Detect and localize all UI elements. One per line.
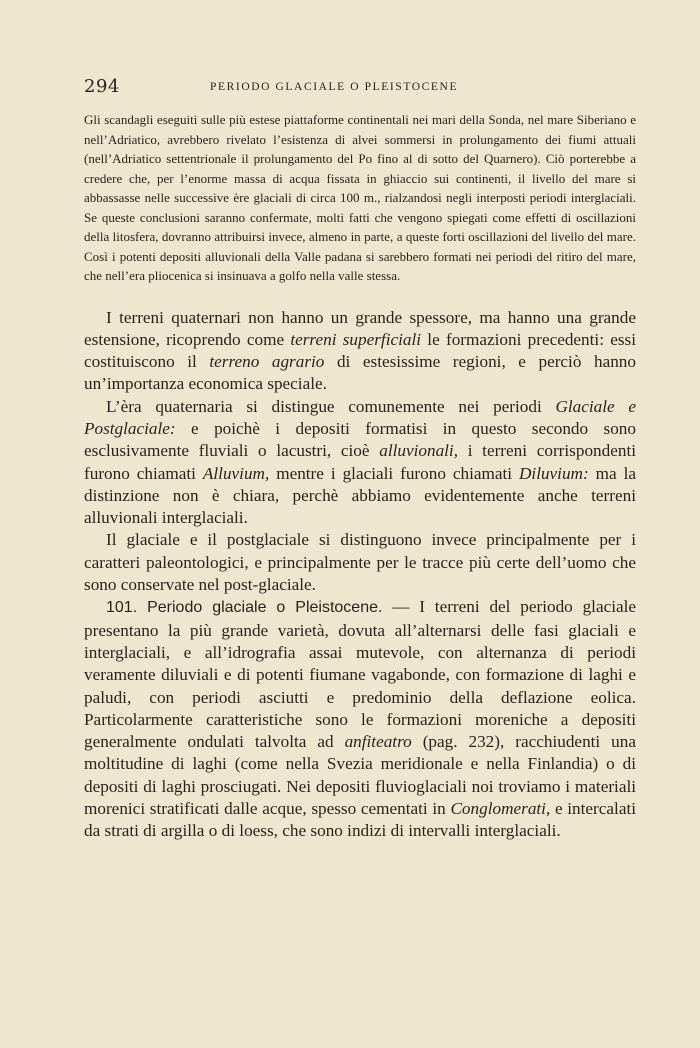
text-run: di estesissime regioni, e perciò hanno un’importanza economica speciale. — [84, 352, 636, 394]
text-run: L’èra quaternaria si distingue comunemente nei periodi — [106, 396, 556, 416]
text-run: — I terreni del periodo glaciale presentano la più grande varietà, dovuta all’alternarsi delle fasi glaciali e interglaciali, e all’idrografia assai mutevole, con alternanza di periodi veramente diluviali e di potenti fiumane vagabonde, con formazione di laghi e paludi, con periodi asciutti e predominio della deflazione eolica. Particolarmente caratteristiche sono le formazioni moreniche a depositi generalmente ondulati talvolta ad — [84, 597, 637, 752]
text-run: i terreni corrispondenti furono chiamati — [84, 441, 637, 483]
book-page — [84, 76, 636, 843]
paragraph-quaternary-soils — [84, 307, 636, 396]
paragraph-quaternary-era — [84, 396, 636, 530]
italic-term: Glaciale e Postglaciale: — [84, 396, 637, 438]
italic-term: anfiteatro — [344, 732, 412, 752]
section-101 — [84, 596, 636, 842]
text-run: e intercalati da strati di argilla o di loess, che sono indizi di intervalli interglaciali. — [84, 799, 636, 841]
text-run: mentre i glaciali furono chiamati — [269, 463, 519, 483]
italic-term: Alluvium, — [202, 463, 270, 483]
section-heading: 101. Periodo glaciale o Pleistocene. — [106, 599, 383, 617]
page-header — [84, 76, 636, 100]
italic-term: terreni superficiali — [290, 329, 422, 349]
paragraph-glacial-postglacial: Il glaciale e il postglaciale si distinguono invece principalmente per i caratteri paleontologici, e principalmente per le tracce più certe dell’uomo che sono conservate nel post-glaciale. — [84, 530, 636, 595]
text-run: e poichè i depositi formatisi in questo secondo sono esclusivamente fluviali o lacustri, cioè — [84, 418, 636, 461]
running-head: PERIODO GLACIALE O PLEISTOCENE — [210, 81, 459, 93]
italic-term: Diluvium: — [519, 463, 589, 483]
italic-term: terreno agrario — [209, 352, 325, 372]
italic-term: Conglomerati, — [450, 799, 551, 819]
page-number: 294 — [84, 76, 120, 97]
main-text — [84, 307, 636, 843]
italic-term: alluvionali, — [379, 441, 459, 461]
small-print-note: Gli scandagli eseguiti sulle più estese piattaforme continentali nei mari della Sonda, nel mare Siberiano e nell’Adriatico, avrebbero rivelato l’esistenza di alvei sommersi in prolungamento dei fiumi attuali (nell’Adriatico settentrionale il prolungamento del Po fino al di sotto del Quarnero). Ciò porterebbe a credere che, per l’enorme massa di acqua fissata in ghiaccio sui continenti, il livello del mare si abbassasse nelle successive ère glaciali di circa 100 m., rialzandosi negli interposti periodi interglaciali. Se queste conclusioni saranno confermate, molti fatti che vengono spiegati come effetti di oscillazioni della litosfera, dovranno attribuirsi invece, almeno in parte, a queste forti oscillazioni del livello del mare. Così i potenti depositi alluvionali della Valle padana si sarebbero formati nei periodi del ritiro del mare, che nell’era pliocenica si insinuava a golfo nella valle stessa. — [84, 112, 636, 283]
text-run: le formazioni precedenti: essi costituiscono il — [84, 329, 637, 372]
text-run: I terreni quaternari non hanno un grande spessore, ma hanno una grande estensione, ricoprendo come — [84, 307, 636, 349]
text-run: ma la distinzione non è chiara, perchè abbiamo evidentemente anche terreni alluvionali interglaciali. — [84, 463, 636, 528]
text-run: (pag. 232), racchiudenti una moltitudine di laghi (come nella Svezia meridionale e nella Finlandia) o di depositi di laghi prosciugati. Nei depositi fluvioglaciali noi troviamo i materiali morenici stratificati dalle acque, spesso cementati in — [84, 732, 636, 819]
